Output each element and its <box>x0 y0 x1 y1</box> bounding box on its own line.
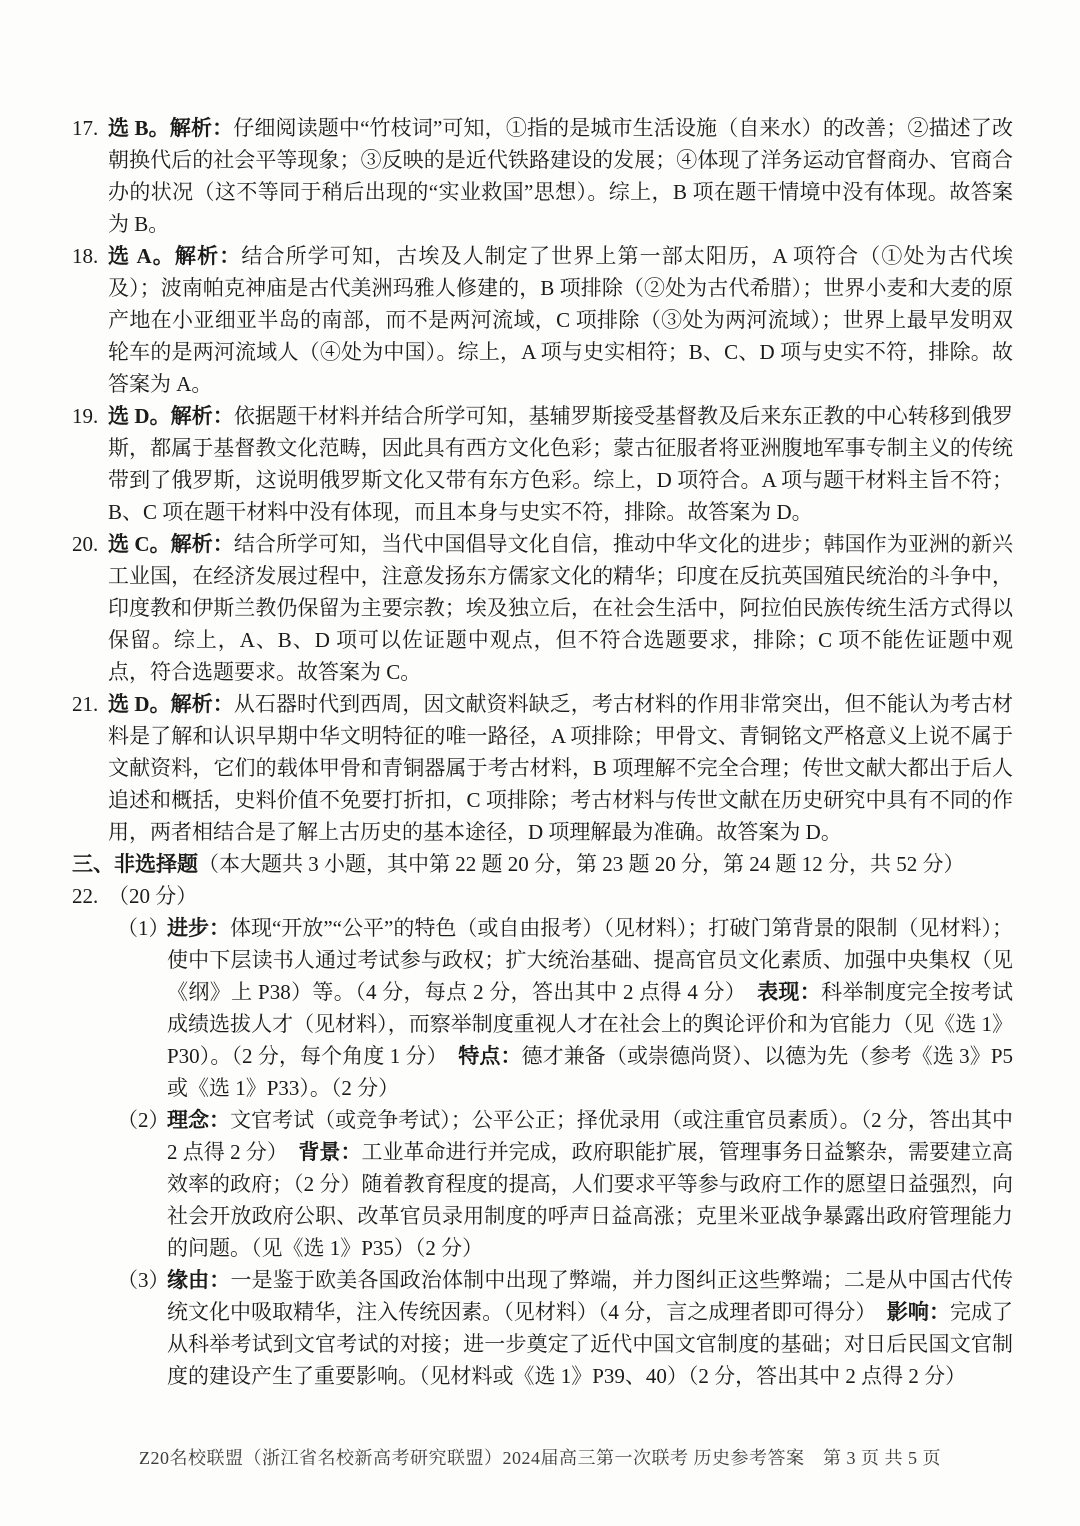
subpart-marker: （1） <box>117 916 170 940</box>
section-heading <box>72 848 1013 880</box>
question-answer-text: 选 B。解析：仔细阅读题中“竹枝词”可知，①指的是城市生活设施（自来水）的改善；②描述了改朝换代后的社会平等现象；③反映的是近代铁路建设的发展；④体现了洋务运动官督商办、官商合办的状况（这不等同于稍后出现的“实业救国”思想）。综上，B 项在题干情境中没有体现。故答案为 B。 <box>108 116 1013 236</box>
question-item-19 <box>72 400 1013 528</box>
question-item-18 <box>72 240 1013 400</box>
section-title: 非选择题（本大题共 3 小题，其中第 22 题 20 分，第 23 题 20 分，第 24 题 12 分，共 52 分） <box>114 852 965 876</box>
subpart-item-3 <box>117 1264 1013 1392</box>
question-item-21 <box>72 688 1013 848</box>
question-score: （20 分） <box>108 884 198 908</box>
page-footer: Z20名校联盟（浙江省名校新高考研究联盟）2024届高三第一次联考 历史参考答案 第 3 页 共 5 页 <box>139 1448 941 1468</box>
question-item-17 <box>72 112 1013 240</box>
subpart-answer-text: 进步：体现“开放”“公平”的特色（或自由报考）（见材料）；打破门第背景的限制（见材料）；使中下层读书人通过考试参与政权；扩大统治基础、提高官员文化素质、加强中央集权（见《纲》上 P38）等。（4 分，每点 2 分，答出其中 2 点得 4 分） 表现：科举制度完全按考试成绩选拔人才（见材料），而察举制度重视人才在社会上的舆论评价和为官能力（见《选 1》 P30）。（2 分，每个角度 1 分） 特点：德才兼备（或崇德尚贤）、以德为先（参考《选 3》P5 或《选 1》P33）。（2 分） <box>167 916 1014 1100</box>
question-answer-text: 选 A。解析：结合所学可知，古埃及人制定了世界上第一部太阳历，A 项符合（①处为古代埃及）；波南帕克神庙是古代美洲玛雅人修建的，B 项排除（②处为古代希腊）；世界小麦和大麦的原产地在小亚细亚半岛的南部，而不是两河流域，C 项排除（③处为两河流域）；世界上最早发明双轮车的是两河流域人（④处为中国）。综上，A 项与史实相符；B、C、D 项与史实不符，排除。故答案为 A。 <box>108 244 1013 396</box>
question-item-20 <box>72 528 1013 688</box>
question-answer-text: 选 D。解析：从石器时代到西周，因文献资料缺乏，考古材料的作用非常突出，但不能认为考古材料是了解和认识早期中华文明特征的唯一路径，A 项排除；甲骨文、青铜铭文严格意义上说不属于文献资料，它们的载体甲骨和青铜器属于考古材料，B 项理解不完全合理；传世文献大都出于后人追述和概括，史料价值不免要打折扣，C 项排除；考古材料与传世文献在历史研究中具有不同的作用，两者相结合是了解上古历史的基本途径，D 项理解最为准确。故答案为 D。 <box>108 692 1013 844</box>
subpart-item-2 <box>117 1104 1013 1264</box>
question-answer-text: 选 C。解析：结合所学可知，当代中国倡导文化自信，推动中华文化的进步；韩国作为亚洲的新兴工业国，在经济发展过程中，注意发扬东方儒家文化的精华；印度在反抗英国殖民统治的斗争中，印度教和伊斯兰教仍保留为主要宗教；埃及独立后，在社会生活中，阿拉伯民族传统生活方式得以保留。综上，A、B、D 项可以佐证题中观点，但不符合选题要求，排除；C 项不能佐证题中观点，符合选题要求。故答案为 C。 <box>108 532 1013 684</box>
section-marker: 三、 <box>72 852 114 876</box>
question-answer-text: 选 D。解析：依据题干材料并结合所学可知，基辅罗斯接受基督教及后来东正教的中心转移到俄罗斯，都属于基督教文化范畴，因此具有西方文化色彩；蒙古征服者将亚洲腹地军事专制主义的传统带到了俄罗斯，这说明俄罗斯文化又带有东方色彩。综上，D 项符合。A 项与题干材料主旨不符；B、C 项在题干材料中没有体现，而且本身与史实不符，排除。故答案为 D。 <box>108 404 1013 524</box>
subpart-answer-text: 缘由：一是鉴于欧美各国政治体制中出现了弊端，并力图纠正这些弊端；二是从中国古代传统文化中吸取精华，注入传统因素。（见材料）（4 分，言之成理者即可得分） 影响：完成了从科举考试到文官考试的对接；进一步奠定了近代中国文官制度的基础；对日后民国文官制度的建设产生了重要影响。（见材料或《选 1》P39、40）（2 分，答出其中 2 点得 2 分） <box>167 1268 1014 1388</box>
subpart-marker: （2） <box>117 1108 170 1132</box>
question-number: 20. <box>72 532 99 556</box>
question-number: 22. <box>72 884 99 908</box>
question-number: 18. <box>72 244 99 268</box>
question-number: 19. <box>72 404 99 428</box>
question-number: 21. <box>72 692 99 716</box>
subpart-item-1 <box>117 912 1013 1104</box>
subpart-marker: （3） <box>117 1268 170 1292</box>
question-number: 17. <box>72 116 99 140</box>
question-item-22 <box>72 880 1013 912</box>
subpart-answer-text: 理念：文官考试（或竞争考试）；公平公正；择优录用（或注重官员素质）。（2 分，答出其中 2 点得 2 分） 背景：工业革命进行并完成，政府职能扩展，管理事务日益繁杂，需要建立高效率的政府；（2 分）随着教育程度的提高，人们要求平等参与政府工作的愿望日益强烈，向社会开放政府公职、改革官员录用制度的呼声日益高涨；克里米亚战争暴露出政府管理能力的问题。（见《选 1》P35）（2 分） <box>167 1108 1014 1260</box>
